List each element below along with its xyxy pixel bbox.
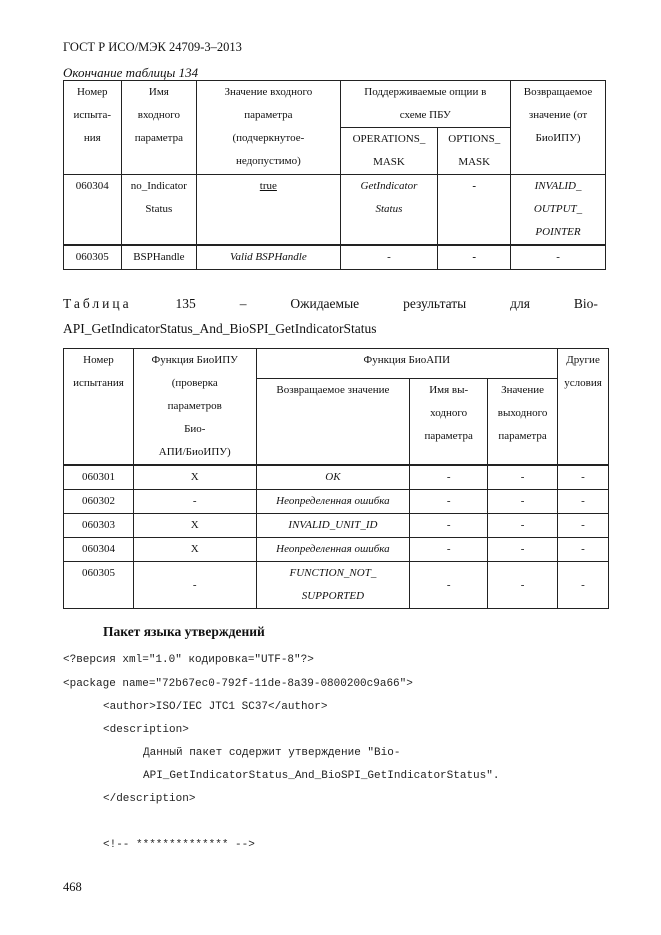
cell-line: условия [564,377,602,389]
cell-line: Другие [566,354,600,366]
cell-output-name: - [410,562,488,609]
table-135-caption [63,296,598,312]
code-line: <package name="72b67ec0-792f-11de-8a39-0800200c9a66"> [63,678,413,690]
cell-other: - [558,465,609,490]
cell-line: БиоИПУ) [535,132,581,144]
cell-num: 060302 [64,490,134,514]
cell-line: Status [145,203,173,215]
cell-line: Поддерживаемые опции в [364,86,487,98]
header-other-conditions [558,349,609,466]
cell-line: Значение входного [224,86,313,98]
cell-param-name [121,175,197,246]
cell-return [256,562,410,609]
cell-bioipu: - [133,490,256,514]
cell-param-value [197,175,340,246]
cell-line: схеме ПБУ [399,109,451,121]
header-operations-mask [340,128,438,175]
cell-line: OUTPUT_ [533,203,583,215]
caption-word: результаты [403,296,467,311]
cell-line: OK [325,471,341,483]
cell-line: Возвращаемое [523,86,593,98]
cell-line: POINTER [535,226,581,238]
header-return-value: Возвращаемое значение [256,378,410,465]
cell-other: - [558,514,609,538]
cell-output-name: - [410,490,488,514]
cell-return [256,514,410,538]
cell-output-value: - [488,514,558,538]
cell-return [511,175,606,246]
caption-word: – [239,296,247,311]
cell-line: - [556,251,560,263]
cell-line: SUPPORTED [301,590,365,602]
header-num [64,349,134,466]
cell-line: Имя [148,86,169,98]
cell-return [256,465,410,490]
caption-word: для [510,296,530,311]
cell-line: (подчеркнутое- [232,132,305,144]
cell-num: 060304 [64,538,134,562]
cell-line: параметров [167,400,222,412]
cell-line: Номер [83,354,114,366]
cell-other: - [558,490,609,514]
cell-output-value: - [488,465,558,490]
cell-operations [340,175,438,246]
cell-line: параметра [424,429,473,442]
cell-bioipu: X [133,514,256,538]
page-number: 468 [63,880,82,894]
cell-line: испытания [73,377,124,389]
cell-line: значение (от [528,109,588,121]
table-134 [63,80,606,270]
table-row [64,562,609,609]
caption-word: Таблица [63,296,132,311]
header-options-mask [438,128,511,175]
code-line: <author>ISO/IEC JTC1 SC37</author> [103,701,328,713]
cell-return [256,538,410,562]
cell-line: INVALID_UNIT_ID [288,519,378,531]
cell-line: BSPHandle [133,251,185,263]
table-135 [63,348,609,609]
table-row [64,538,609,562]
cell-line: GetIndicator [360,180,418,192]
cell-output-name: - [410,465,488,490]
cell-line: параметра [244,109,293,121]
cell-line: ходного [430,406,468,419]
header-param-name [121,81,197,175]
cell-line: Функция БиоИПУ [151,354,238,366]
cell-operations [340,245,438,270]
table-row [64,465,609,490]
table-row [64,245,606,270]
cell-output-value: - [488,490,558,514]
cell-line: OPERATIONS_ [352,133,426,145]
section-title: Пакет языка утверждений [103,624,265,639]
cell-line: параметра [498,429,547,442]
cell-line: Значение [501,383,545,396]
cell-other: - [558,562,609,609]
cell-line: выходного [497,406,548,419]
cell-bioipu: - [133,562,256,609]
cell-line: MASK [458,156,491,168]
code-line: <!-- ************** --> [103,839,255,851]
cell-line: no_Indicator [130,180,187,192]
cell-line: недопустимо) [235,155,301,167]
code-line: <?версия xml="1.0" кодировка="UTF-8"?> [63,654,314,666]
table-body [64,465,609,609]
cell-return [511,245,606,270]
cell-num: 060305 [64,562,134,609]
cell-line: испыта- [73,109,112,121]
code-line: </description> [103,793,196,805]
cell-line: Status [375,203,403,215]
table-135-caption-line2: API_GetIndicatorStatus_And_BioSPI_GetIndicatorStatus [63,321,377,336]
header-num [64,81,122,175]
cell-num: 060301 [64,465,134,490]
caption-word: Bio- [573,296,598,311]
cell-param-value: Valid BSPHandle [197,245,340,270]
cell-output-name: - [410,538,488,562]
cell-options: - [438,175,511,246]
header-supported-options [340,81,511,128]
cell-options: - [438,245,511,270]
cell-line: MASK [373,156,405,168]
running-header: ГОСТ Р ИСО/МЭК 24709-3–2013 [63,40,242,54]
cell-line: Неопределенная ошибка [276,543,390,555]
code-line: <description> [103,724,189,736]
cell-output-value: - [488,538,558,562]
table-row [64,490,609,514]
cell-line: FUNCTION_NOT_ [289,567,377,579]
header-bioipu-function [133,349,256,466]
cell-num: 060303 [64,514,134,538]
header-bioapi-function: Функция БиоАПИ [256,349,557,379]
table-row [64,514,609,538]
cell-bioipu: X [133,465,256,490]
cell-value-text: true [259,180,277,192]
table-header-row [64,81,606,128]
cell-return [256,490,410,514]
cell-num: 060304 [64,175,122,246]
cell-line: Номер [76,86,108,98]
caption-word: Ожидаемые [290,296,360,311]
cell-line: ния [83,132,101,144]
code-line: API_GetIndicatorStatus_And_BioSPI_GetIndicatorStatus". [143,770,500,782]
table-header-row [64,349,609,379]
header-output-name [410,378,488,465]
table-continuation-label: Окончание таблицы 134 [63,65,199,80]
cell-line: АПИ/БиоИПУ) [158,446,231,458]
header-output-value [488,378,558,465]
cell-other: - [558,538,609,562]
cell-line: параметра [134,132,184,144]
cell-line: - [387,251,391,263]
caption-word: 135 [175,296,196,311]
cell-bioipu: X [133,538,256,562]
header-return-value [511,81,606,175]
cell-line: (проверка [171,377,218,389]
cell-num: 060305 [64,245,122,270]
cell-line: Био- [184,423,206,435]
cell-line: входного [137,109,180,121]
table-row [64,175,606,246]
cell-param-name [121,245,197,270]
cell-output-name: - [410,514,488,538]
cell-output-value: - [488,562,558,609]
header-param-value [197,81,340,175]
code-line: Данный пакет содержит утверждение "Bio- [143,747,401,759]
cell-line: Имя вы- [429,383,469,396]
cell-line: Неопределенная ошибка [276,495,390,507]
cell-line: INVALID_ [534,180,582,192]
cell-line: OPTIONS_ [448,133,501,145]
